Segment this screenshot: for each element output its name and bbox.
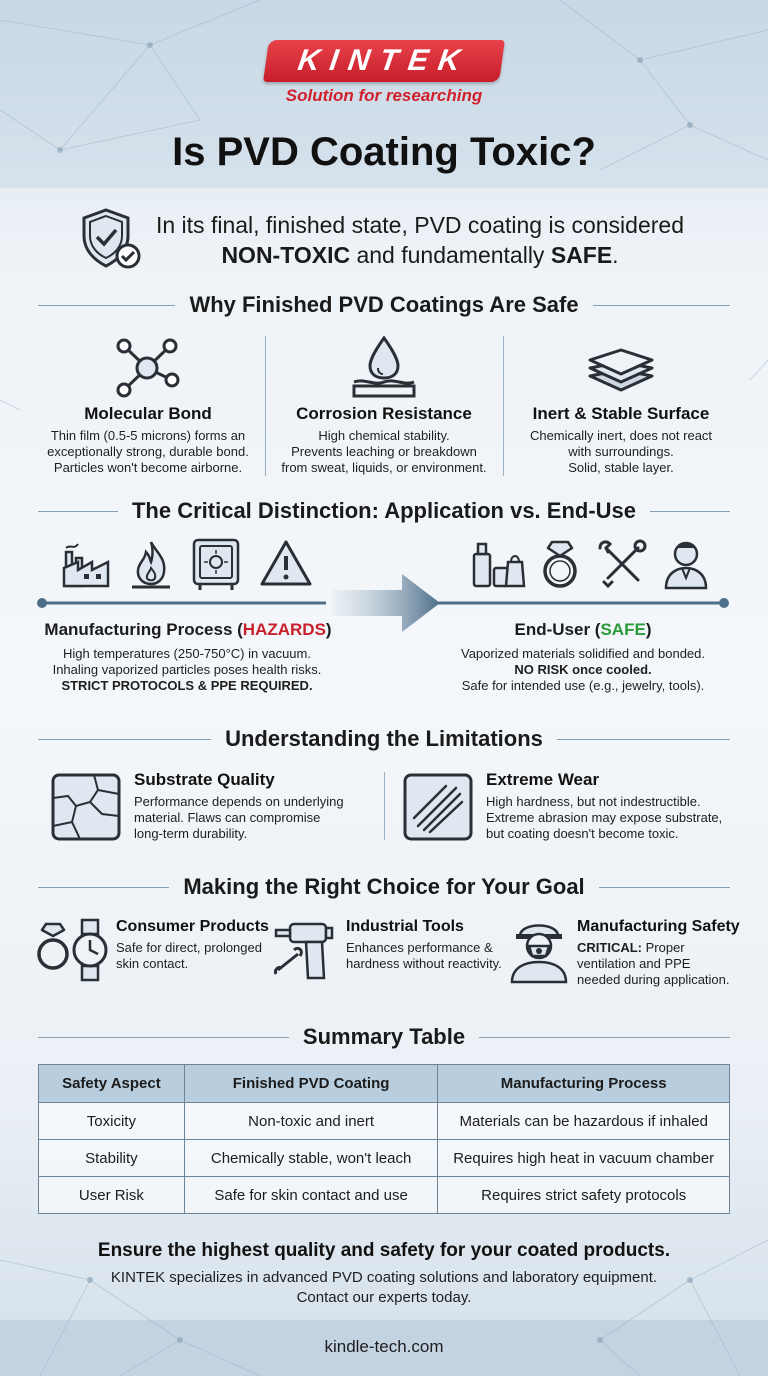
ring-watch-icon: [36, 918, 112, 982]
scratch-icon: [402, 772, 474, 842]
cracked-surface-icon: [50, 772, 122, 842]
table-cell: Materials can be hazardous if inhaled: [438, 1103, 730, 1140]
limitation-title-wear: Extreme Wear: [486, 770, 600, 789]
intro-middle: and fundamentally: [350, 242, 551, 268]
distinction-heading: [0, 498, 768, 524]
limitation-text-substrate: Performance depends on underlying material. Flaws can compromise long-term durability.: [134, 794, 344, 841]
divider: [503, 336, 504, 476]
manufacturing-text: High temperatures (250-750°C) in vacuum. Inhaling vaporized particles poses health risks. STRICT PROTOCOLS & PPE REQUIRED.: [52, 646, 322, 693]
table-header: Finished PVD Coating: [184, 1065, 438, 1103]
goal-text-consumer: Safe for direct, prolonged skin contact.: [116, 940, 262, 971]
distinction-heading-text: The Critical Distinction: Application vs. End-Use: [131, 498, 637, 523]
table-cell: Chemically stable, won't leach: [184, 1140, 438, 1177]
table-row: [39, 1103, 730, 1140]
cta-line2[interactable]: Contact our experts today.: [296, 1289, 472, 1306]
table-header: Manufacturing Process: [438, 1065, 730, 1103]
intro-line1: In its final, finished state, PVD coating is considered: [155, 212, 684, 238]
molecule-icon: [114, 336, 180, 400]
limitation-title-substrate: Substrate Quality: [134, 770, 275, 789]
goal-title-safety: Manufacturing Safety: [577, 918, 740, 935]
intro-end: .: [612, 242, 619, 268]
why-text-corrosion: High chemical stability. Prevents leaching or breakdown from sweat, liquids, or environment.: [281, 428, 487, 475]
safe-label: SAFE: [600, 620, 646, 639]
goal-title-industrial: Industrial Tools: [346, 918, 464, 935]
why-title-corrosion: Corrosion Resistance: [296, 404, 472, 423]
cta-line1: KINTEK specializes in advanced PVD coating solutions and laboratory equipment.: [110, 1269, 658, 1286]
intro-statement: [150, 210, 690, 270]
manufacturing-title: Manufacturing Process (HAZARDS): [44, 620, 332, 639]
website-link[interactable]: kindle-tech.com: [324, 1337, 444, 1356]
shield-check-icon: [78, 206, 144, 272]
intro-safe: SAFE: [550, 242, 613, 268]
cta-title: Ensure the highest quality and safety for your coated products.: [97, 1240, 671, 1261]
why-heading: [0, 292, 768, 318]
why-heading-text: Why Finished PVD Coatings Are Safe: [189, 292, 579, 317]
divider: [265, 336, 266, 476]
goals-heading: [0, 874, 768, 900]
logo-tagline: Solution for researching: [285, 86, 483, 105]
table-header-row: [39, 1065, 730, 1103]
table-cell: Non-toxic and inert: [184, 1103, 438, 1140]
table-header: Safety Aspect: [39, 1065, 185, 1103]
intro-nontoxic: NON-TOXIC: [221, 242, 351, 268]
cta-text: [0, 1268, 768, 1308]
page-title: Is PVD Coating Toxic?: [172, 130, 596, 174]
table-cell: Safe for skin contact and use: [184, 1177, 438, 1214]
limitations-heading: [0, 726, 768, 752]
layers-icon: [586, 346, 656, 394]
worker-mask-icon: [508, 914, 570, 984]
limitation-text-wear: High hardness, but not indestructible. Extreme abrasion may expose substrate, but coating doesn't become toxic.: [486, 794, 723, 841]
why-title-molecular: Molecular Bond: [84, 404, 212, 423]
end-user-title: End-User (SAFE): [514, 620, 652, 639]
table-row: [39, 1140, 730, 1177]
summary-table: [38, 1064, 730, 1214]
table-cell: Requires high heat in vacuum chamber: [438, 1140, 730, 1177]
limitations-heading-text: Understanding the Limitations: [225, 726, 543, 751]
divider: [384, 772, 385, 840]
goals-heading-text: Making the Right Choice for Your Goal: [183, 874, 585, 899]
summary-heading: [0, 1024, 768, 1050]
why-text-molecular: Thin film (0.5-5 microns) forms an exceptionally strong, durable bond. Particles won't become airborne.: [47, 428, 249, 475]
logo-text: KINTEK: [295, 44, 473, 77]
table-cell: User Risk: [39, 1177, 185, 1214]
table-row: [39, 1177, 730, 1214]
water-drop-icon: [350, 334, 418, 400]
table-cell: Stability: [39, 1140, 185, 1177]
hazards-label: HAZARDS: [242, 620, 326, 639]
table-cell: Requires strict safety protocols: [438, 1177, 730, 1214]
goal-text-industrial: Enhances performance & hardness without reactivity.: [346, 940, 502, 971]
end-user-text: Vaporized materials solidified and bonded. NO RISK once cooled. Safe for intended use (e.g., jewelry, tools).: [460, 646, 706, 693]
goal-text-safety: CRITICAL: Proper ventilation and PPE needed during application.: [577, 940, 730, 987]
summary-heading-text: Summary Table: [302, 1024, 466, 1049]
drill-wrench-icon: [272, 918, 338, 982]
why-title-inert: Inert & Stable Surface: [532, 404, 710, 423]
kintek-logo: [263, 40, 505, 82]
goal-title-consumer: Consumer Products: [116, 918, 269, 935]
table-cell: Toxicity: [39, 1103, 185, 1140]
why-text-inert: Chemically inert, does not react with surroundings. Solid, stable layer.: [529, 428, 713, 475]
